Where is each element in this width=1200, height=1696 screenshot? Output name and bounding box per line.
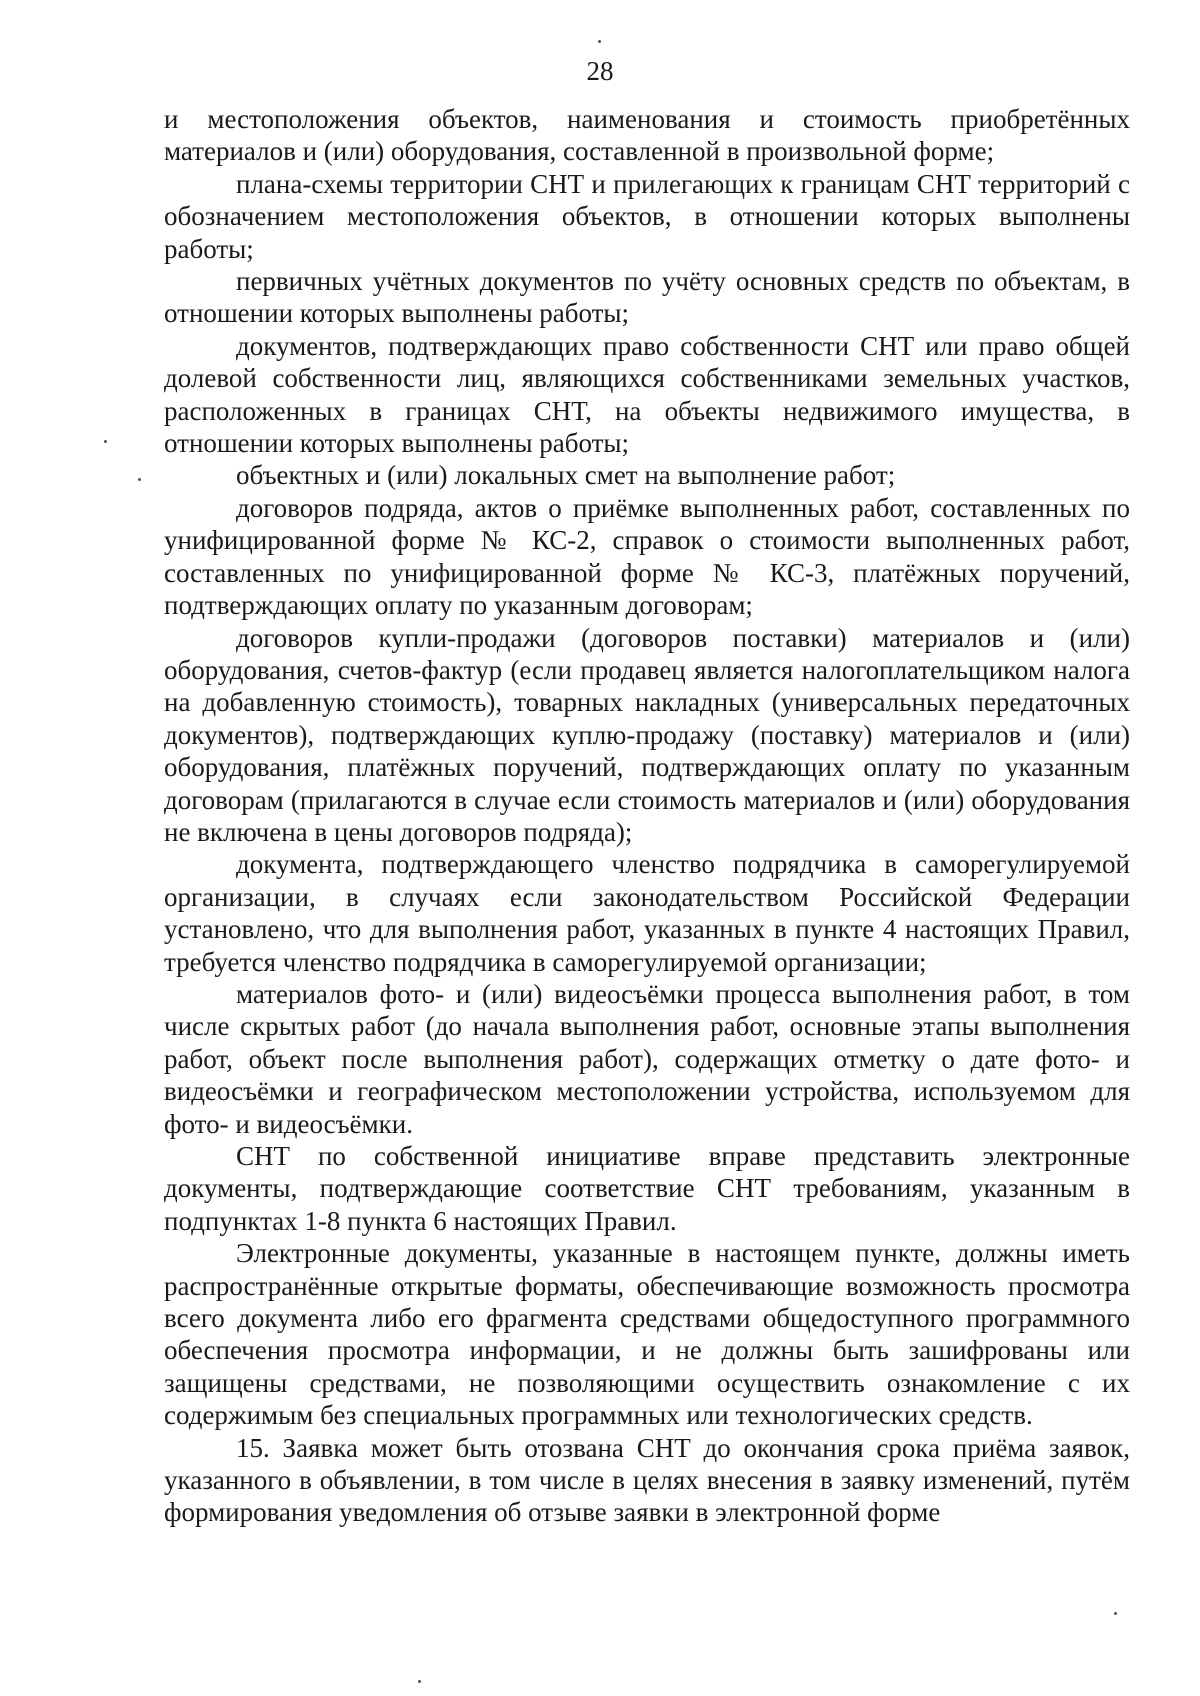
scan-speck [138,478,141,481]
paragraph-4: документов, подтверждающих право собственности СНТ или право общей долевой собственности лиц, являющихся собственниками земельных участков, расположенных в границах СНТ, на объекты недвижимого имущества, в отношении которых выполнены работы; [164,330,1130,459]
paragraph-12: 15. Заявка может быть отозвана СНТ до окончания срока приёма заявок, указанного в объявлении, в том числе в целях внесения в заявку изменений, путём формирования уведомления об отзыве заявки в электронной форме [164,1432,1130,1528]
paragraph-7: договоров купли-продажи (договоров поставки) материалов и (или) оборудования, счетов-фактур (если продавец является налогоплательщиком налога на добавленную стоимость), товарных накладных (универсальных передаточных документов), подтверждающих куплю-продажу (поставку) материалов и (или) оборудования, платёжных поручений, подтверждающих оплату по указанным договорам (прилагаются в случае если стоимость материалов и (или) оборудования не включена в цены договоров подряда); [164,622,1130,847]
paragraph-1: и местоположения объектов, наименования и стоимость приобретённых материалов и (или) оборудования, составленной в произвольной форме; [164,104,1130,167]
paragraph-5: объектных и (или) локальных смет на выполнение работ; [236,460,896,491]
paragraph-6: договоров подряда, актов о приёмке выполненных работ, составленных по унифицированной форме № КС-2, справок о стоимости выполненных работ, составленных по унифицированной форме № КС-3, платёжных поручений, подтверждающих оплату по указанным договорам; [164,492,1130,621]
paragraph-2: плана-схемы территории СНТ и прилегающих к границам СНТ территорий с обозначением местоположения объектов, в отношении которых выполнены работы; [164,168,1130,264]
paragraph-3: первичных учётных документов по учёту основных средств по объектам, в отношении которых выполнены работы; [164,266,1130,329]
paragraph-11: Электронные документы, указанные в настоящем пункте, должны иметь распространённые открытые форматы, обеспечивающие возможность просмотра всего документа либо его фрагмента средствами общедоступного программного обеспечения просмотра информации, и не должны быть зашифрованы или защищены средствами, не позволяющими осуществить ознакомление с их содержимым без специальных программных или технологических средств. [164,1238,1130,1431]
paragraph-9: материалов фото- и (или) видеосъёмки процесса выполнения работ, в том числе скрытых работ (до начала выполнения работ, основные этапы выполнения работ, объект после выполнения работ), содержащих отметку о дате фото- и видеосъёмки и географическом местоположении устройства, используемом для фото- и видеосъёмки. [164,978,1130,1139]
paragraph-10: СНТ по собственной инициативе вправе представить электронные документы, подтверждающие соответствие СНТ требованиям, указанным в подпунктах 1-8 пункта 6 настоящих Правил. [164,1141,1130,1236]
paragraph-8: документа, подтверждающего членство подрядчика в саморегулируемой организации, в случаях если законодательством Российской Федерации установлено, что для выполнения работ, указанных в пункте 4 настоящих Правил, требуется членство подрядчика в саморегулируемой организации; [164,849,1130,977]
scan-speck [104,440,107,443]
scan-speck [1114,1612,1117,1615]
scan-speck [418,1680,421,1683]
page-number: 28 [586,56,614,86]
document-body [164,103,1130,1529]
scan-speck [598,40,601,43]
